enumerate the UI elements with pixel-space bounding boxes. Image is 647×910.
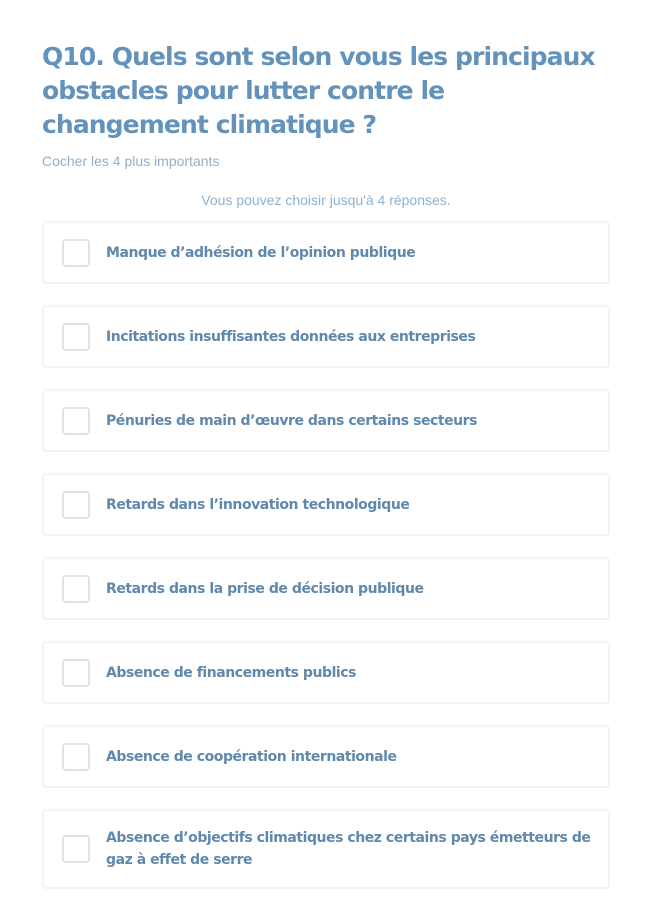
checkbox[interactable] [62,239,90,267]
checkbox[interactable] [62,659,90,687]
option-label: Retards dans la prise de décision publique [106,580,424,597]
option-innovation-delays[interactable] [42,473,610,536]
option-climate-targets[interactable] [42,809,610,889]
option-public-opinion[interactable] [42,221,610,284]
option-public-decision-delays[interactable] [42,557,610,620]
checkbox[interactable] [62,407,90,435]
option-label: Retards dans l’innovation technologique [106,496,410,513]
checkbox[interactable] [62,323,90,351]
option-label: Absence d’objectifs climatiques chez certains pays émetteurs de gaz à effet de serre [106,830,591,868]
option-international-cooperation[interactable] [42,725,610,788]
option-label: Pénuries de main d’œuvre dans certains secteurs [106,412,478,429]
checkbox[interactable] [62,743,90,771]
option-label: Absence de financements publics [106,664,357,681]
checkbox[interactable] [62,491,90,519]
question-hint: Cocher les 4 plus importants [42,153,220,169]
option-business-incentives[interactable] [42,305,610,368]
question-title: Q10. Quels sont selon vous les principaux obstacles pour lutter contre le changement climatique ? [42,42,595,139]
selection-limit-text: Vous pouvez choisir jusqu'à 4 réponses. [201,192,451,208]
option-label: Manque d’adhésion de l’opinion publique [106,244,416,261]
option-public-funding[interactable] [42,641,610,704]
option-labor-shortages[interactable] [42,389,610,452]
option-label: Incitations insuffisantes données aux entreprises [106,328,476,345]
checkbox[interactable] [62,575,90,603]
checkbox[interactable] [62,835,90,863]
options-list [42,221,610,889]
option-label: Absence de coopération internationale [106,748,397,765]
question-container [42,40,610,910]
